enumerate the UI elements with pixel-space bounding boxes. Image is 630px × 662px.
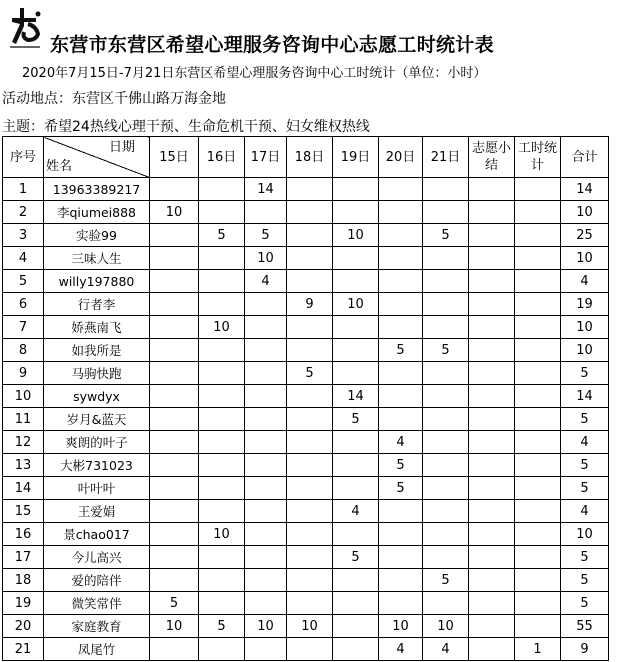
day-hours-cell <box>379 247 423 270</box>
col-header-subtotal: 志愿小结 <box>469 137 515 178</box>
row-index-cell: 20 <box>3 615 44 638</box>
stat-cell <box>515 178 561 201</box>
day-hours-cell <box>199 638 245 661</box>
day-hours-cell <box>287 477 333 500</box>
day-hours-cell <box>423 500 469 523</box>
day-hours-cell <box>150 362 199 385</box>
stat-cell <box>515 316 561 339</box>
col-header-stat: 工时统计 <box>515 137 561 178</box>
total-cell: 55 <box>561 615 609 638</box>
day-hours-cell <box>379 546 423 569</box>
day-hours-cell <box>287 454 333 477</box>
day-hours-cell: 10 <box>150 201 199 224</box>
day-hours-cell <box>199 362 245 385</box>
day-hours-cell <box>333 477 379 500</box>
stat-cell <box>515 546 561 569</box>
volunteer-name-cell: 今儿高兴 <box>44 546 150 569</box>
total-cell: 5 <box>561 362 609 385</box>
day-hours-cell <box>379 408 423 431</box>
day-hours-cell <box>245 569 287 592</box>
stat-cell <box>515 293 561 316</box>
volunteer-name-cell: 三味人生 <box>44 247 150 270</box>
day-hours-cell <box>199 385 245 408</box>
col-header-day: 19日 <box>333 137 379 178</box>
day-hours-cell <box>423 316 469 339</box>
day-hours-cell: 9 <box>287 293 333 316</box>
total-cell: 5 <box>561 454 609 477</box>
subtotal-cell <box>469 178 515 201</box>
day-hours-cell <box>150 224 199 247</box>
total-cell: 4 <box>561 500 609 523</box>
table-row <box>3 270 609 293</box>
total-cell: 19 <box>561 293 609 316</box>
day-hours-cell <box>245 408 287 431</box>
day-hours-cell <box>379 592 423 615</box>
day-hours-cell <box>333 615 379 638</box>
day-hours-cell: 10 <box>150 615 199 638</box>
subtotal-cell <box>469 546 515 569</box>
day-hours-cell <box>379 316 423 339</box>
total-cell: 5 <box>561 569 609 592</box>
table-header-row <box>3 137 609 178</box>
total-cell: 4 <box>561 431 609 454</box>
volunteer-name-cell: 如我所是 <box>44 339 150 362</box>
table-row <box>3 408 609 431</box>
day-hours-cell <box>333 362 379 385</box>
col-header-index: 序号 <box>3 137 44 178</box>
day-hours-cell: 4 <box>333 500 379 523</box>
stat-cell <box>515 615 561 638</box>
table-row <box>3 293 609 316</box>
day-hours-cell <box>423 293 469 316</box>
day-hours-cell <box>199 339 245 362</box>
stat-cell <box>515 500 561 523</box>
day-hours-cell <box>333 638 379 661</box>
subtotal-cell <box>469 569 515 592</box>
stat-cell: 1 <box>515 638 561 661</box>
day-hours-cell <box>150 454 199 477</box>
day-hours-cell <box>333 201 379 224</box>
day-hours-cell <box>423 362 469 385</box>
subtotal-cell <box>469 477 515 500</box>
row-index-cell: 5 <box>3 270 44 293</box>
total-cell: 10 <box>561 201 609 224</box>
table-row <box>3 477 609 500</box>
day-hours-cell <box>199 569 245 592</box>
row-index-cell: 13 <box>3 454 44 477</box>
day-hours-cell <box>379 224 423 247</box>
table-row <box>3 454 609 477</box>
stat-cell <box>515 592 561 615</box>
day-hours-cell: 10 <box>333 293 379 316</box>
total-cell: 10 <box>561 523 609 546</box>
total-cell: 5 <box>561 592 609 615</box>
day-hours-cell: 5 <box>379 477 423 500</box>
day-hours-cell: 5 <box>287 362 333 385</box>
day-hours-cell <box>245 293 287 316</box>
col-header-day: 15日 <box>150 137 199 178</box>
day-hours-cell <box>379 523 423 546</box>
day-hours-cell <box>150 270 199 293</box>
day-hours-cell <box>150 293 199 316</box>
volunteer-name-cell: 李qiumei888 <box>44 201 150 224</box>
day-hours-cell <box>287 500 333 523</box>
day-hours-cell: 4 <box>245 270 287 293</box>
day-hours-cell: 5 <box>379 339 423 362</box>
day-hours-cell: 14 <box>333 385 379 408</box>
activity-location: 活动地点：东营区千佛山路万海金地 <box>2 91 226 107</box>
stat-cell <box>515 270 561 293</box>
col-header-day: 21日 <box>423 137 469 178</box>
day-hours-cell <box>199 270 245 293</box>
stat-cell <box>515 523 561 546</box>
stat-cell <box>515 454 561 477</box>
page-subtitle: 2020年7月15日-7月21日东营区希望心理服务咨询中心工时统计（单位：小时） <box>22 66 487 81</box>
table-row <box>3 431 609 454</box>
day-hours-cell <box>245 523 287 546</box>
day-hours-cell <box>423 178 469 201</box>
day-hours-cell <box>199 201 245 224</box>
day-hours-cell <box>287 385 333 408</box>
volunteer-name-cell: 凤尾竹 <box>44 638 150 661</box>
subtotal-cell <box>469 224 515 247</box>
day-hours-cell <box>287 546 333 569</box>
table-row <box>3 247 609 270</box>
organization-logo <box>6 4 46 52</box>
col-header-day: 17日 <box>245 137 287 178</box>
subtotal-cell <box>469 270 515 293</box>
day-hours-cell <box>150 247 199 270</box>
row-index-cell: 15 <box>3 500 44 523</box>
day-hours-cell <box>333 592 379 615</box>
table-row <box>3 546 609 569</box>
day-hours-cell <box>333 569 379 592</box>
col-header-total: 合计 <box>561 137 609 178</box>
table-row <box>3 638 609 661</box>
day-hours-cell: 10 <box>333 224 379 247</box>
day-hours-cell <box>333 431 379 454</box>
total-cell: 14 <box>561 178 609 201</box>
row-index-cell: 14 <box>3 477 44 500</box>
row-index-cell: 16 <box>3 523 44 546</box>
subtotal-cell <box>469 201 515 224</box>
day-hours-cell: 10 <box>199 316 245 339</box>
day-hours-cell <box>423 431 469 454</box>
day-hours-cell: 4 <box>423 638 469 661</box>
table-row <box>3 592 609 615</box>
volunteer-name-cell: 行者李 <box>44 293 150 316</box>
stat-cell <box>515 408 561 431</box>
day-hours-cell <box>379 178 423 201</box>
row-index-cell: 11 <box>3 408 44 431</box>
table-row <box>3 201 609 224</box>
day-hours-cell <box>150 638 199 661</box>
row-index-cell: 18 <box>3 569 44 592</box>
day-hours-cell <box>379 270 423 293</box>
subtotal-cell <box>469 385 515 408</box>
day-hours-cell: 14 <box>245 178 287 201</box>
subtotal-cell <box>469 362 515 385</box>
subtotal-cell <box>469 592 515 615</box>
day-hours-cell <box>150 339 199 362</box>
table-row <box>3 339 609 362</box>
table-row <box>3 500 609 523</box>
day-hours-cell <box>199 408 245 431</box>
row-index-cell: 21 <box>3 638 44 661</box>
col-header-date: 日期 <box>108 140 135 155</box>
row-index-cell: 4 <box>3 247 44 270</box>
day-hours-cell <box>287 247 333 270</box>
activity-topic: 主题：希望24热线心理干预、生命危机干预、妇女维权热线 <box>2 119 370 135</box>
day-hours-cell <box>150 385 199 408</box>
day-hours-cell: 5 <box>199 615 245 638</box>
day-hours-cell <box>199 247 245 270</box>
stat-cell <box>515 339 561 362</box>
day-hours-cell <box>287 316 333 339</box>
row-index-cell: 6 <box>3 293 44 316</box>
day-hours-cell <box>245 546 287 569</box>
col-header-day: 16日 <box>199 137 245 178</box>
volunteer-name-cell: 微笑常伴 <box>44 592 150 615</box>
day-hours-cell <box>287 638 333 661</box>
day-hours-cell <box>245 339 287 362</box>
day-hours-cell: 5 <box>333 546 379 569</box>
day-hours-cell <box>423 546 469 569</box>
day-hours-cell <box>423 477 469 500</box>
stat-cell <box>515 385 561 408</box>
day-hours-cell <box>150 523 199 546</box>
day-hours-cell: 10 <box>199 523 245 546</box>
day-hours-cell: 5 <box>423 339 469 362</box>
stat-cell <box>515 247 561 270</box>
day-hours-cell <box>245 201 287 224</box>
volunteer-name-cell: 马驹快跑 <box>44 362 150 385</box>
table-row <box>3 385 609 408</box>
row-index-cell: 12 <box>3 431 44 454</box>
day-hours-cell <box>379 500 423 523</box>
day-hours-cell <box>333 178 379 201</box>
volunteer-name-cell: 岁月&蓝天 <box>44 408 150 431</box>
day-hours-cell <box>287 431 333 454</box>
volunteer-name-cell: 爽朗的叶子 <box>44 431 150 454</box>
day-hours-cell <box>287 224 333 247</box>
day-hours-cell <box>287 178 333 201</box>
day-hours-cell <box>423 523 469 546</box>
day-hours-cell <box>150 408 199 431</box>
total-cell: 9 <box>561 638 609 661</box>
volunteer-name-cell: 景chao017 <box>44 523 150 546</box>
day-hours-cell <box>199 431 245 454</box>
total-cell: 25 <box>561 224 609 247</box>
col-header-day: 20日 <box>379 137 423 178</box>
day-hours-cell: 10 <box>379 615 423 638</box>
table-body <box>3 178 609 661</box>
day-hours-cell <box>245 638 287 661</box>
row-index-cell: 19 <box>3 592 44 615</box>
day-hours-cell <box>150 178 199 201</box>
volunteer-name-cell: 家庭教育 <box>44 615 150 638</box>
volunteer-name-cell: willy197880 <box>44 270 150 293</box>
day-hours-cell <box>245 316 287 339</box>
total-cell: 10 <box>561 247 609 270</box>
day-hours-cell <box>379 362 423 385</box>
volunteer-name-cell: 爱的陪伴 <box>44 569 150 592</box>
stat-cell <box>515 431 561 454</box>
subtotal-cell <box>469 500 515 523</box>
day-hours-cell <box>245 592 287 615</box>
day-hours-cell: 10 <box>423 615 469 638</box>
volunteer-name-cell: 娇燕南飞 <box>44 316 150 339</box>
total-cell: 14 <box>561 385 609 408</box>
day-hours-cell <box>150 316 199 339</box>
total-cell: 5 <box>561 408 609 431</box>
day-hours-cell <box>199 178 245 201</box>
col-header-date-name <box>44 137 150 178</box>
subtotal-cell <box>469 408 515 431</box>
volunteer-name-cell: 实验99 <box>44 224 150 247</box>
day-hours-cell <box>199 454 245 477</box>
day-hours-cell: 5 <box>423 224 469 247</box>
day-hours-cell <box>423 592 469 615</box>
day-hours-cell <box>423 247 469 270</box>
day-hours-cell: 5 <box>379 454 423 477</box>
row-index-cell: 10 <box>3 385 44 408</box>
day-hours-cell <box>287 569 333 592</box>
day-hours-cell <box>423 201 469 224</box>
col-header-day: 18日 <box>287 137 333 178</box>
total-cell: 5 <box>561 546 609 569</box>
day-hours-cell <box>379 293 423 316</box>
day-hours-cell: 5 <box>199 224 245 247</box>
table-row <box>3 523 609 546</box>
total-cell: 10 <box>561 339 609 362</box>
day-hours-cell <box>423 454 469 477</box>
volunteer-name-cell: 叶叶叶 <box>44 477 150 500</box>
col-header-name: 姓名 <box>46 159 73 174</box>
subtotal-cell <box>469 293 515 316</box>
day-hours-cell: 5 <box>150 592 199 615</box>
table-row <box>3 224 609 247</box>
day-hours-cell <box>245 385 287 408</box>
day-hours-cell <box>199 546 245 569</box>
day-hours-cell <box>199 293 245 316</box>
day-hours-cell <box>423 270 469 293</box>
day-hours-cell <box>379 385 423 408</box>
day-hours-cell: 4 <box>379 431 423 454</box>
stat-cell <box>515 201 561 224</box>
day-hours-cell: 5 <box>423 569 469 592</box>
row-index-cell: 7 <box>3 316 44 339</box>
row-index-cell: 17 <box>3 546 44 569</box>
day-hours-cell <box>333 247 379 270</box>
table-row <box>3 569 609 592</box>
day-hours-cell: 10 <box>287 615 333 638</box>
day-hours-cell: 4 <box>379 638 423 661</box>
day-hours-cell <box>245 500 287 523</box>
row-index-cell: 1 <box>3 178 44 201</box>
day-hours-cell <box>287 523 333 546</box>
table-row <box>3 362 609 385</box>
subtotal-cell <box>469 638 515 661</box>
volunteer-name-cell: 13963389217 <box>44 178 150 201</box>
day-hours-cell <box>199 477 245 500</box>
hours-table <box>2 136 609 661</box>
day-hours-cell <box>150 500 199 523</box>
stat-cell <box>515 477 561 500</box>
subtotal-cell <box>469 247 515 270</box>
day-hours-cell <box>333 270 379 293</box>
subtotal-cell <box>469 316 515 339</box>
subtotal-cell <box>469 523 515 546</box>
day-hours-cell <box>199 500 245 523</box>
day-hours-cell <box>199 592 245 615</box>
day-hours-cell <box>379 201 423 224</box>
row-index-cell: 3 <box>3 224 44 247</box>
day-hours-cell <box>423 385 469 408</box>
day-hours-cell: 5 <box>333 408 379 431</box>
day-hours-cell <box>150 569 199 592</box>
page-title: 东营市东营区希望心理服务咨询中心志愿工时统计表 <box>50 34 494 56</box>
volunteer-name-cell: sywdyx <box>44 385 150 408</box>
day-hours-cell <box>287 201 333 224</box>
day-hours-cell <box>245 362 287 385</box>
row-index-cell: 9 <box>3 362 44 385</box>
subtotal-cell <box>469 339 515 362</box>
total-cell: 5 <box>561 477 609 500</box>
row-index-cell: 2 <box>3 201 44 224</box>
subtotal-cell <box>469 431 515 454</box>
volunteer-name-cell: 王爱娟 <box>44 500 150 523</box>
day-hours-cell <box>333 339 379 362</box>
day-hours-cell <box>333 316 379 339</box>
day-hours-cell <box>287 270 333 293</box>
stat-cell <box>515 569 561 592</box>
day-hours-cell <box>287 339 333 362</box>
day-hours-cell <box>245 477 287 500</box>
day-hours-cell: 5 <box>245 224 287 247</box>
day-hours-cell <box>287 408 333 431</box>
day-hours-cell <box>245 431 287 454</box>
day-hours-cell: 10 <box>245 615 287 638</box>
row-index-cell: 8 <box>3 339 44 362</box>
stat-cell <box>515 224 561 247</box>
table-row <box>3 615 609 638</box>
table-row <box>3 316 609 339</box>
day-hours-cell: 10 <box>245 247 287 270</box>
subtotal-cell <box>469 615 515 638</box>
day-hours-cell <box>333 454 379 477</box>
day-hours-cell <box>150 431 199 454</box>
day-hours-cell <box>333 523 379 546</box>
table-row <box>3 178 609 201</box>
day-hours-cell <box>423 408 469 431</box>
day-hours-cell <box>150 546 199 569</box>
day-hours-cell <box>245 454 287 477</box>
day-hours-cell <box>287 592 333 615</box>
day-hours-cell <box>379 569 423 592</box>
day-hours-cell <box>150 477 199 500</box>
total-cell: 10 <box>561 316 609 339</box>
subtotal-cell <box>469 454 515 477</box>
stat-cell <box>515 362 561 385</box>
total-cell: 4 <box>561 270 609 293</box>
volunteer-name-cell: 大彬731023 <box>44 454 150 477</box>
